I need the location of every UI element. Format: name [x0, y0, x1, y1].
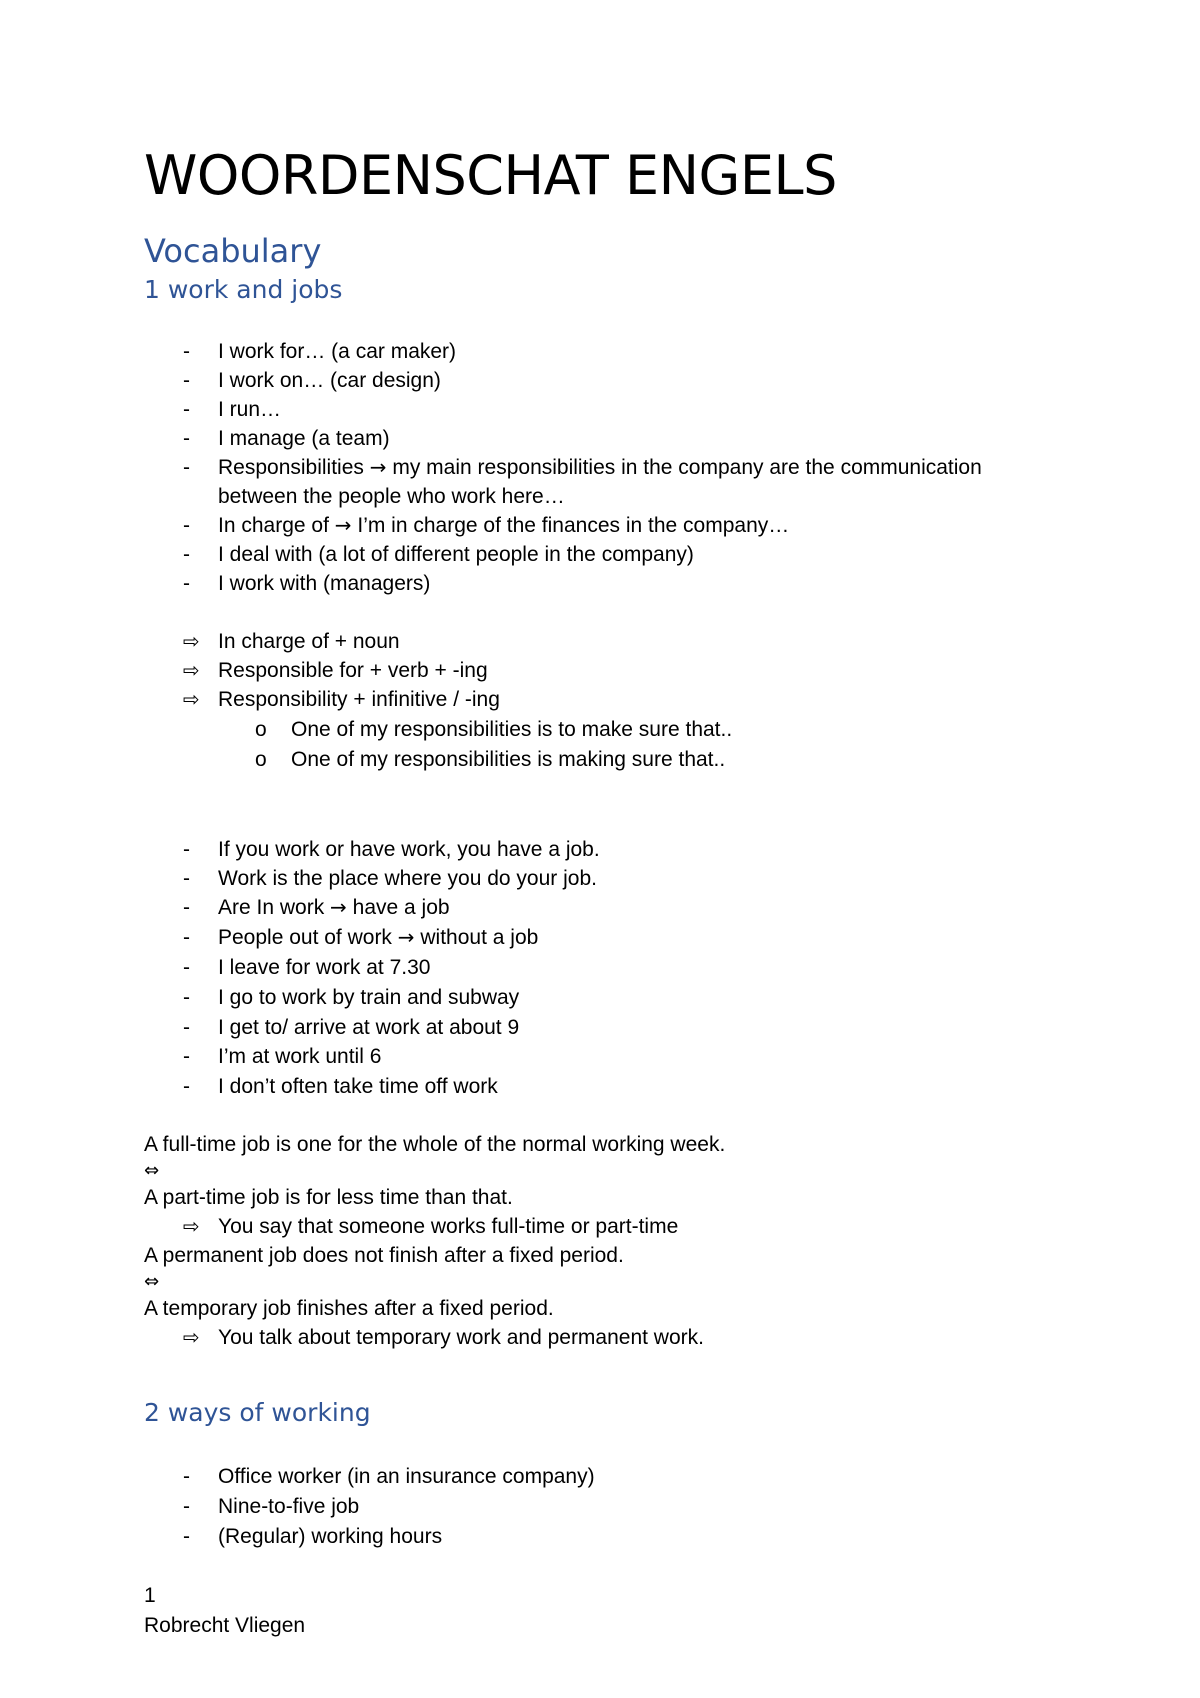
list-item: In charge of + noun: [218, 630, 400, 653]
paragraph: A permanent job does not finish after a fixed period.: [144, 1244, 624, 1267]
right-arrow-icon: →: [330, 895, 347, 919]
list-item: Responsibility + infinitive / -ing: [218, 688, 500, 711]
double-arrow-icon: ⇔: [144, 1160, 160, 1181]
page-number: 1: [144, 1584, 156, 1607]
list-item: I don’t often take time off work: [218, 1075, 498, 1098]
list-item: I run…: [218, 398, 282, 421]
heading-vocabulary: Vocabulary: [144, 232, 322, 270]
dash-bullet: -: [183, 1075, 190, 1098]
list-item: Office worker (in an insurance company): [218, 1465, 595, 1488]
footer-author: Robrecht Vliegen: [144, 1614, 306, 1637]
right-arrow-icon: →: [369, 455, 387, 479]
dash-bullet: -: [183, 572, 190, 595]
definition: without a job: [420, 926, 539, 949]
section-heading-work-and-jobs: 1 work and jobs: [144, 275, 343, 304]
dash-bullet: -: [183, 543, 190, 566]
list-item: [218, 511, 789, 540]
list-item: I work on… (car design): [218, 369, 441, 392]
definition: my main responsibilities in the company are the communication: [392, 456, 982, 479]
dash-bullet: -: [183, 867, 190, 890]
document-title: WOORDENSCHAT ENGELS: [144, 144, 837, 207]
dash-bullet: -: [183, 956, 190, 979]
term: People out of work: [218, 926, 392, 949]
list-item: Responsible for + verb + -ing: [218, 659, 488, 682]
dash-bullet: -: [183, 456, 190, 479]
outline-arrow-icon: ⇨: [183, 1214, 200, 1238]
list-item: Nine-to-five job: [218, 1495, 360, 1518]
dash-bullet: -: [183, 340, 190, 363]
paragraph: A part-time job is for less time than that.: [144, 1186, 513, 1209]
outline-arrow-icon: ⇨: [183, 658, 200, 682]
dash-bullet: -: [183, 1465, 190, 1488]
list-item: You talk about temporary work and permanent work.: [218, 1326, 704, 1349]
list-item: [218, 893, 450, 922]
term: Are In work: [218, 896, 325, 919]
dash-bullet: -: [183, 926, 190, 949]
list-item: (Regular) working hours: [218, 1525, 443, 1548]
right-arrow-icon: →: [397, 925, 415, 949]
list-item: You say that someone works full-time or part-time: [218, 1215, 679, 1238]
outline-arrow-icon: ⇨: [183, 687, 200, 711]
circle-bullet: o: [255, 748, 267, 771]
list-item: I work with (managers): [218, 572, 431, 595]
list-item: I leave for work at 7.30: [218, 956, 431, 979]
paragraph: A full-time job is one for the whole of the normal working week.: [144, 1133, 726, 1156]
outline-arrow-icon: ⇨: [183, 1325, 200, 1349]
list-item: I manage (a team): [218, 427, 390, 450]
double-arrow-icon: ⇔: [144, 1271, 160, 1292]
dash-bullet: -: [183, 369, 190, 392]
dash-bullet: -: [183, 1495, 190, 1518]
list-item: Work is the place where you do your job.: [218, 867, 597, 890]
paragraph: A temporary job finishes after a fixed period.: [144, 1297, 554, 1320]
dash-bullet: -: [183, 1525, 190, 1548]
term: Responsibilities: [218, 456, 364, 479]
list-item: I deal with (a lot of different people in the company): [218, 543, 694, 566]
list-item: One of my responsibilities is to make sure that..: [291, 718, 733, 741]
dash-bullet: -: [183, 398, 190, 421]
list-item: [218, 923, 538, 952]
circle-bullet: o: [255, 718, 267, 741]
section-heading-ways-of-working: 2 ways of working: [144, 1398, 371, 1427]
list-item: If you work or have work, you have a job.: [218, 838, 600, 861]
dash-bullet: -: [183, 838, 190, 861]
definition: I’m in charge of the finances in the company…: [357, 514, 790, 537]
list-item: [218, 453, 982, 482]
list-item: I get to/ arrive at work at about 9: [218, 1016, 520, 1039]
dash-bullet: -: [183, 1045, 190, 1068]
dash-bullet: -: [183, 986, 190, 1009]
dash-bullet: -: [183, 1016, 190, 1039]
list-item: I work for… (a car maker): [218, 340, 457, 363]
dash-bullet: -: [183, 427, 190, 450]
definition: have a job: [352, 896, 450, 919]
list-item-continuation: between the people who work here…: [218, 485, 565, 508]
list-item: I’m at work until 6: [218, 1045, 382, 1068]
dash-bullet: -: [183, 896, 190, 919]
outline-arrow-icon: ⇨: [183, 629, 200, 653]
term: In charge of: [218, 514, 329, 537]
dash-bullet: -: [183, 514, 190, 537]
right-arrow-icon: →: [334, 513, 352, 537]
list-item: I go to work by train and subway: [218, 986, 520, 1009]
list-item: One of my responsibilities is making sure that..: [291, 748, 726, 771]
